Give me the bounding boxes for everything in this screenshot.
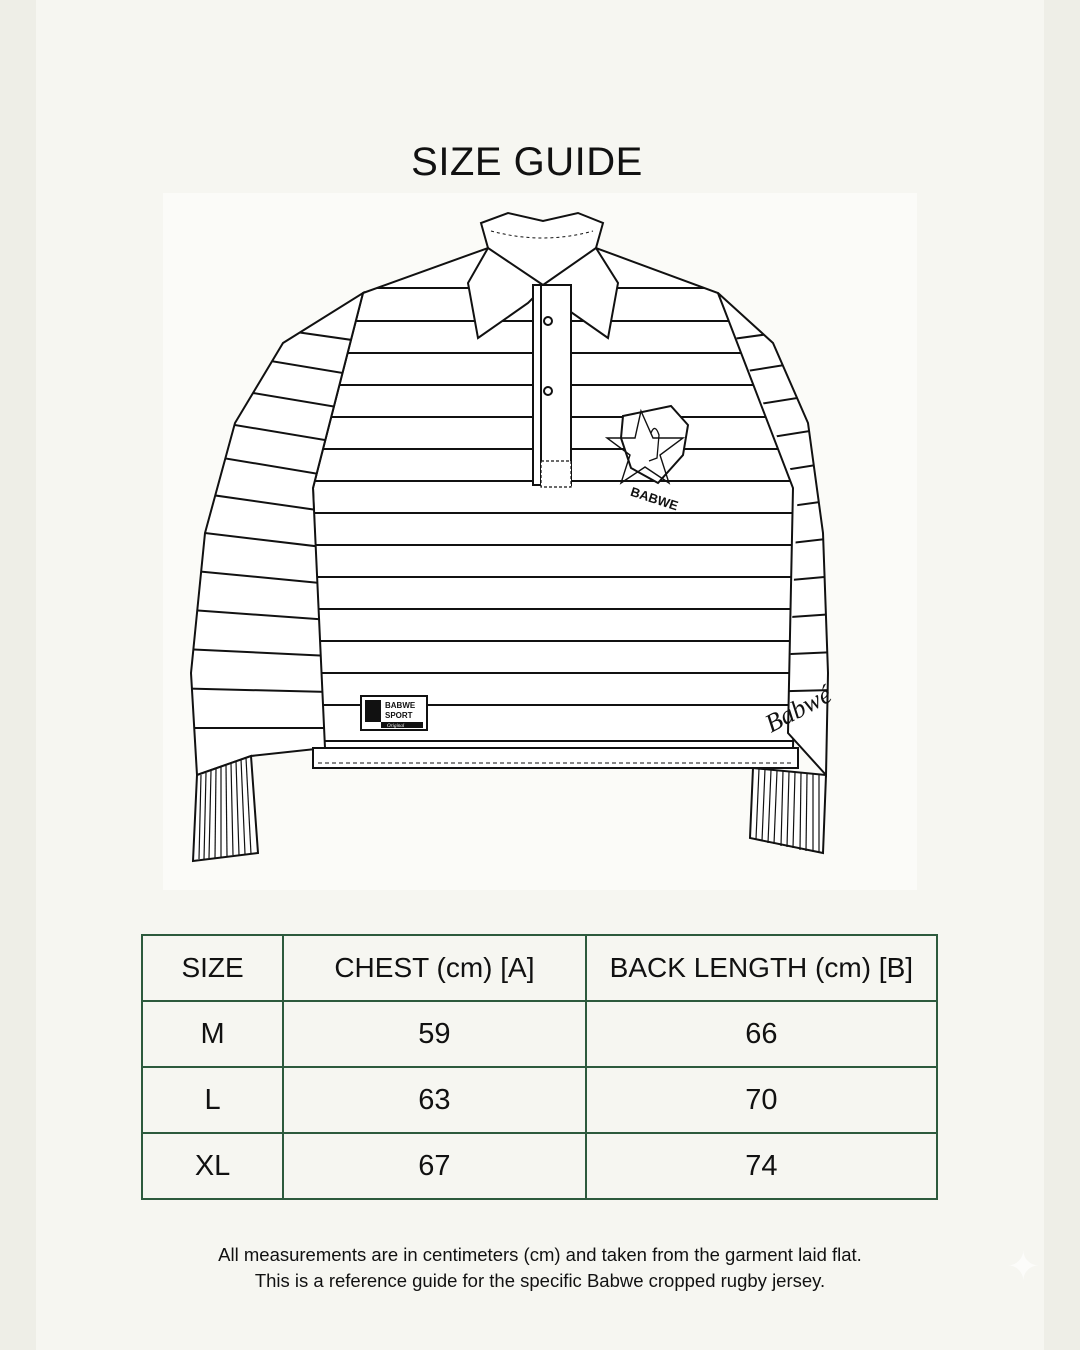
cell-chest: 59	[283, 1001, 586, 1067]
note-line: This is a reference guide for the specific Babwe cropped rugby jersey.	[254, 1270, 826, 1291]
cell-size: M	[142, 1001, 283, 1067]
table-row	[142, 1067, 937, 1133]
cell-back-length: 70	[586, 1067, 937, 1133]
rugby-jersey-illustration	[163, 193, 917, 890]
cell-size: XL	[142, 1133, 283, 1199]
svg-text:SPORT: SPORT	[385, 711, 413, 720]
table-header-row	[142, 935, 937, 1001]
header-chest: CHEST (cm) [A]	[283, 935, 586, 1001]
cell-back-length: 66	[586, 1001, 937, 1067]
cell-size: L	[142, 1067, 283, 1133]
cell-chest: 67	[283, 1133, 586, 1199]
measurement-note	[0, 1242, 1080, 1294]
note-line: All measurements are in centimeters (cm) and taken from the garment laid flat.	[218, 1244, 862, 1265]
sport-label-icon	[361, 696, 427, 730]
svg-text:Original: Original	[387, 724, 405, 729]
cell-chest: 63	[283, 1067, 586, 1133]
chest-logo-text: BABWE	[628, 483, 681, 514]
table-row	[142, 1001, 937, 1067]
header-size: SIZE	[142, 935, 283, 1001]
header-back-length: BACK LENGTH (cm) [B]	[586, 935, 937, 1001]
size-table	[141, 934, 938, 1200]
svg-text:BABWE: BABWE	[385, 701, 416, 710]
cell-back-length: 74	[586, 1133, 937, 1199]
table-row	[142, 1133, 937, 1199]
sleeve-script-logo: Babwé	[760, 679, 837, 739]
sparkle-icon: ✦	[1006, 1245, 1040, 1289]
page-title: SIZE GUIDE	[411, 140, 643, 184]
